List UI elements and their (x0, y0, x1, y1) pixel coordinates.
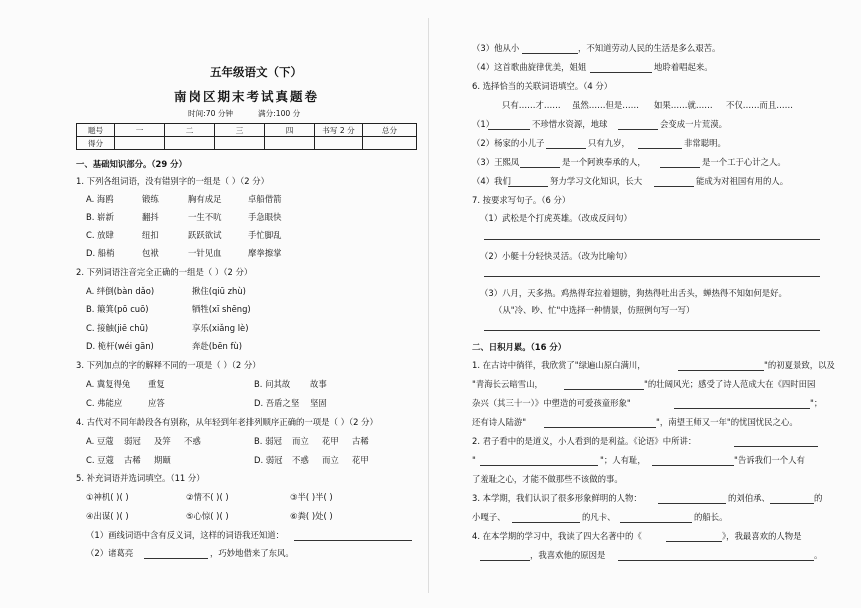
question-5-sub-2-b: ，巧妙地借来了东风。 (210, 548, 294, 558)
s2-q1-g: "，南望王师又一年"的忧国忧民之心。 (656, 417, 798, 427)
option-b: B. 问其故 (254, 379, 291, 389)
answer-line[interactable] (144, 558, 208, 559)
option-text: 纽扣 (142, 230, 159, 240)
s2-q4-d: 。 (814, 550, 823, 560)
sentence-4-end: 地聆着唱起来。 (654, 62, 713, 72)
option-text: 跃跃欲试 (188, 230, 222, 240)
q6-item-2-end: 非常聪明。 (684, 138, 726, 148)
answer-line[interactable] (678, 370, 764, 371)
q7-item-1: （1）武松是个打虎英雄。（改成反问句） (480, 213, 632, 223)
question-7: 7. 按要求写句子。（6 分） (472, 195, 571, 205)
s2-q3-f: 的凡卡、 (582, 512, 616, 522)
s2-q3-c: 的 (814, 493, 823, 503)
idiom-blank[interactable]: ①神机( )( ) (86, 492, 129, 502)
q6-item-2: （2）杨家的小儿子 (472, 138, 545, 148)
question-5-sub-1: （1）画线词语中含有反义词，这样的词语我还知道： (86, 530, 284, 540)
option-d: D. 弱冠 (254, 455, 283, 465)
s2-q2-e: 了羞耻之心，才能不做那些不该做的事。 (472, 474, 623, 484)
answer-line[interactable] (546, 148, 586, 149)
option-text: 花甲 (322, 436, 339, 446)
idiom-blank[interactable]: ③半( )半( ) (290, 492, 333, 502)
question-2: 2. 下列词语注音完全正确的一组是（ ）（2 分） (76, 267, 253, 277)
score-entry[interactable] (315, 137, 363, 150)
option-text: 翻抖 (142, 212, 159, 222)
score-table-row (77, 137, 417, 150)
table-cell: 三 (215, 124, 265, 137)
option-text: 而立 (292, 436, 309, 446)
s2-q1-h: 还有诗人陆游" (472, 417, 527, 427)
option-text: 享乐(xiǎng lè) (192, 323, 249, 333)
option-b: B. 崭新 (86, 212, 114, 222)
option-text: 应答 (148, 398, 165, 408)
s2-q2-b: " (472, 455, 476, 465)
answer-line[interactable] (638, 148, 682, 149)
sentence-3: （3）他从小 (472, 43, 520, 53)
q6-item-3-mid: 是一个阿谀奉承的人， (562, 157, 646, 167)
s2-q2-c: "；人有耻， (600, 455, 646, 465)
option-b: B. 簸箕(pō cuō) (86, 304, 149, 314)
s2-q2-d: "告诉我们一个人有 (734, 455, 805, 465)
score-entry[interactable] (115, 137, 165, 150)
option-c: C. 豆蔻 (86, 455, 114, 465)
option-text: 弱冠 (124, 436, 141, 446)
full-score: 满分:100 分 (258, 109, 301, 118)
option-d: D. 桅杆(wéi gān) (86, 341, 154, 351)
question-5: 5. 补充词语并选词填空。（11 分） (76, 473, 205, 483)
q6-item-4: （4）我们 (472, 176, 511, 186)
q6-item-4-end: 能成为对祖国有用的人。 (696, 176, 789, 186)
answer-line[interactable] (508, 186, 548, 187)
option-text: 手忙脚乱 (248, 230, 282, 240)
option-a: A. 豆蔻 (86, 436, 114, 446)
section-2-heading: 二、日积月累。（16 分） (472, 342, 567, 352)
table-cell: 书写 2 分 (315, 124, 363, 137)
answer-line[interactable] (674, 408, 810, 409)
answer-line[interactable] (770, 503, 814, 504)
option-text: 坚固 (310, 398, 327, 408)
s2-q3-d: 小嘎子、 (472, 512, 506, 522)
q6-item-1-end: 会变成一片荒漠。 (660, 119, 727, 129)
page-gutter (428, 18, 429, 593)
sentence-3-end: ，不知道劳动人民的生活是多么艰苦。 (578, 43, 721, 53)
table-cell: 题号 (77, 124, 115, 137)
exam-subtitle: 南岗区期末考试真题卷 (174, 89, 320, 104)
option-text: 古稀 (352, 436, 369, 446)
option-a: A. 冀复得兔 (86, 379, 131, 389)
answer-line[interactable] (652, 465, 734, 466)
score-table (76, 123, 417, 150)
option-d: D. 吾盾之坚 (254, 398, 300, 408)
option-text: 胸有成足 (188, 194, 222, 204)
q6-item-4-mid: 努力学习文化知识，长大 (550, 176, 643, 186)
q6-item-2-mid: 只有九岁， (588, 138, 630, 148)
s2-q4: 4. 在本学期的学习中，我读了四大名著中的《 (472, 531, 642, 541)
answer-line[interactable] (294, 540, 412, 541)
answer-line[interactable] (658, 503, 726, 504)
option-text: 故事 (310, 379, 327, 389)
option-text: 花甲 (352, 455, 369, 465)
score-entry[interactable] (363, 137, 417, 150)
exam-title: 五年级语文（下） (210, 65, 302, 79)
option-text: 锻练 (142, 194, 159, 204)
option-text: 不惑 (184, 436, 201, 446)
s2-q4-b: 》，我最喜欢的人物是 (722, 531, 802, 541)
idiom-blank[interactable]: ②情不( )( ) (186, 492, 229, 502)
conjunction-option: 只有……才…… (502, 100, 561, 110)
option-text: 包袱 (142, 248, 159, 258)
option-text: 手急眼快 (248, 212, 282, 222)
q6-item-3: （3）王熙凤 (472, 157, 520, 167)
score-entry[interactable] (265, 137, 315, 150)
option-text: 一针见血 (188, 248, 222, 258)
table-cell: 得分 (77, 137, 115, 150)
q7-item-3-instruction: （从"冷、吵、忙"中选择一种情景，仿照例句写一写） (494, 305, 695, 315)
score-entry[interactable] (165, 137, 215, 150)
option-d: D. 船梢 (86, 248, 115, 258)
question-3: 3. 下列加点的字的解释不同的一项是（ ）（2 分） (76, 360, 261, 370)
option-text: 不惑 (292, 455, 309, 465)
table-cell: 一 (115, 124, 165, 137)
option-a: A. 海鸥 (86, 194, 114, 204)
option-text: 一生不吭 (188, 212, 222, 222)
question-5-sub-2-a: （2）诸葛亮 (86, 548, 134, 558)
option-text: 卓船借箭 (248, 194, 282, 204)
option-text: 及笄 (154, 436, 171, 446)
question-4: 4. 古代对不同年龄段各有别称，从年轻到年老排列顺序正确的一项是（ ）（2 分） (76, 417, 378, 427)
s2-q1-e: 杂兴（其三十一）》中塑造的可爱孩童形象" (472, 398, 631, 408)
s2-q4-c: ，我喜欢他的原因是 (530, 550, 606, 560)
sentence-4: （4）这首歌曲旋律优美，姐姐 (472, 62, 587, 72)
s2-q1-c: "青海长云暗雪山， (472, 379, 543, 389)
s2-q1-d: "的壮阔风光；感受了诗人范成大在《四时田园 (644, 379, 816, 389)
answer-line[interactable] (564, 389, 644, 390)
option-text: 期颐 (154, 455, 171, 465)
answer-line[interactable] (620, 522, 692, 523)
idiom-blank[interactable]: ⑤心惊( )( ) (186, 511, 229, 521)
option-c: C. 放肆 (86, 230, 114, 240)
option-text: 牺牲(xī shēng) (192, 304, 251, 314)
conjunction-option: 如果……就…… (654, 100, 713, 110)
option-c: C. 弗能应 (86, 398, 123, 408)
answer-line[interactable] (484, 239, 820, 240)
time-limit: 时间:70 分钟 (188, 109, 234, 118)
s2-q3: 3. 本学期，我们认识了很多形象鲜明的人物： (472, 493, 642, 503)
answer-line[interactable] (544, 427, 656, 428)
answer-line[interactable] (480, 465, 598, 466)
s2-q1-f: "； (810, 398, 823, 408)
question-6: 6. 选择恰当的关联词语填空。（4 分） (472, 81, 613, 91)
answer-line[interactable] (488, 129, 530, 130)
answer-line[interactable] (480, 560, 530, 561)
table-cell: 总分 (363, 124, 417, 137)
answer-line[interactable] (512, 522, 580, 523)
option-c: C. 接触(jiē chū) (86, 323, 149, 333)
q7-item-2: （2）小艇十分轻快灵活。（改为比喻句） (480, 251, 632, 261)
answer-line[interactable] (618, 129, 658, 130)
option-text: 摩拳擦掌 (248, 248, 282, 258)
answer-line[interactable] (484, 276, 820, 277)
conjunction-option: 虽然……但是…… (572, 100, 639, 110)
q7-item-3: （3）八月，天多热。鸡热得耷拉着翅膀，狗热得吐出舌头，蝉热得不知如何是好。 (480, 288, 787, 298)
s2-q2: 2. 君子看中的是道义，小人看到的是利益。《论语》中所讲： (472, 436, 697, 446)
idiom-blank[interactable]: ⑥粪( )处( ) (290, 511, 333, 521)
option-text: 重复 (148, 379, 165, 389)
q6-item-1-mid: 不珍惜水资源，地球 (532, 119, 608, 129)
option-text: 古稀 (124, 455, 141, 465)
question-1: 1. 下列各组词语，没有错别字的一组是（ ）（2 分） (76, 176, 269, 186)
answer-line[interactable] (660, 167, 700, 168)
option-text: 奔赴(bēn fù) (192, 341, 242, 351)
score-entry[interactable] (215, 137, 265, 150)
table-cell: 四 (265, 124, 315, 137)
answer-line[interactable] (618, 560, 814, 561)
answer-line[interactable] (654, 186, 694, 187)
s2-q3-b: 的刘伯承、 (728, 493, 770, 503)
option-a: A. 绊倒(bàn dǎo) (86, 286, 155, 296)
answer-line[interactable] (522, 53, 578, 54)
score-table-header (77, 124, 417, 137)
section-1-heading: 一、基础知识部分。（29 分） (76, 159, 187, 169)
s2-q3-e: 的船长。 (694, 512, 728, 522)
answer-line[interactable] (734, 446, 818, 447)
answer-line[interactable] (666, 541, 722, 542)
answer-line[interactable] (590, 72, 652, 73)
option-text: 揪住(qiū zhù) (192, 286, 246, 296)
conjunction-option: 不仅……而且…… (726, 100, 793, 110)
answer-line[interactable] (520, 167, 560, 168)
option-b: B. 弱冠 (254, 436, 282, 446)
s2-q1-b: "的初夏景致，以及 (764, 360, 835, 370)
table-cell: 二 (165, 124, 215, 137)
q6-item-3-end: 是一个工于心计之人。 (702, 157, 786, 167)
option-text: 而立 (322, 455, 339, 465)
q6-item-1: （1） (472, 119, 495, 129)
idiom-blank[interactable]: ④出谋( )( ) (86, 511, 129, 521)
s2-q1: 1. 在古诗中徜徉，我欣赏了"绿遍山原白满川， (472, 360, 646, 370)
answer-line[interactable] (484, 330, 820, 331)
